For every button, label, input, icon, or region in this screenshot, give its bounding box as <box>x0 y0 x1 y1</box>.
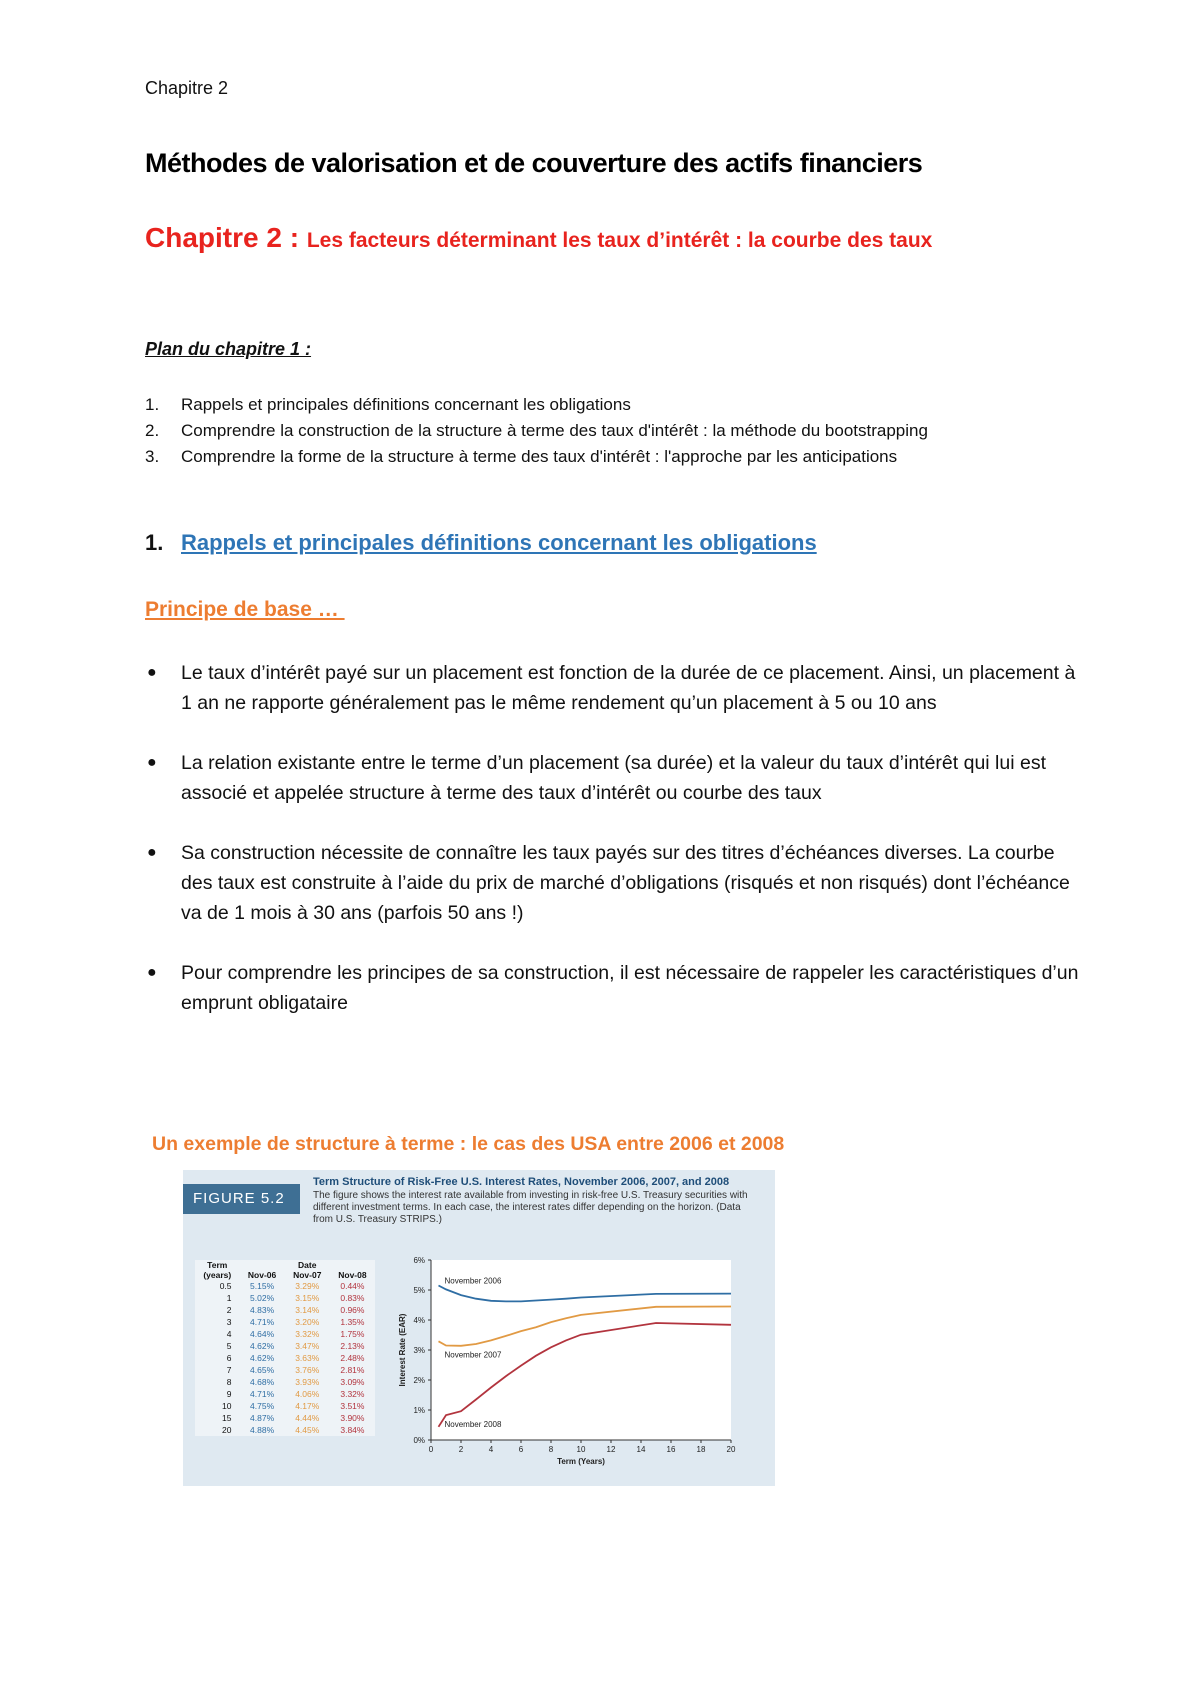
table-row <box>195 1400 375 1412</box>
plan-item <box>145 392 1105 418</box>
x-tick-label: 20 <box>726 1445 736 1454</box>
table-cell-term: 20 <box>222 1425 232 1435</box>
table-cell-rate: 3.90% <box>340 1413 365 1423</box>
x-tick-label: 16 <box>666 1445 676 1454</box>
table-cell-rate: 5.15% <box>250 1281 275 1291</box>
table-cell-rate: 3.32% <box>340 1389 365 1399</box>
x-tick-label: 18 <box>696 1445 706 1454</box>
table-cell-rate: 1.35% <box>340 1317 365 1327</box>
bullet-text: La relation existante entre le terme d’un placement (sa durée) et la valeur du taux d’intérêt qui lui est associé et appelée structure à terme des taux d’intérêt ou courbe des taux <box>181 752 1046 804</box>
x-tick-label: 12 <box>606 1445 616 1454</box>
table-cell-rate: 3.09% <box>340 1377 365 1387</box>
table-cell-rate: 4.71% <box>250 1317 275 1327</box>
table-cell-rate: 4.06% <box>295 1389 320 1399</box>
plan-item-text: Comprendre la forme de la structure à terme des taux d'intérêt : l'approche par les anticipations <box>181 447 898 466</box>
table-cell-rate: 3.51% <box>340 1401 365 1411</box>
y-tick-label: 5% <box>413 1286 425 1295</box>
table-row <box>195 1328 375 1340</box>
table-cell-rate: 4.75% <box>250 1401 275 1411</box>
table-cell-rate: 4.62% <box>250 1353 275 1363</box>
y-tick-label: 2% <box>413 1376 425 1385</box>
table-cell-rate: 4.64% <box>250 1329 275 1339</box>
table-cell-rate: 3.32% <box>295 1329 320 1339</box>
y-tick-label: 6% <box>413 1256 425 1265</box>
table-cell-rate: 3.14% <box>295 1305 320 1315</box>
table-cell-rate: 4.83% <box>250 1305 275 1315</box>
plan-item-number: 3. <box>145 447 160 466</box>
table-cell-term: 5 <box>226 1341 232 1351</box>
table-cell-rate: 3.29% <box>295 1281 320 1291</box>
plan-item-text: Comprendre la construction de la structure à terme des taux d'intérêt : la méthode du bootstrapping <box>181 421 928 440</box>
bullet-item <box>145 838 1085 928</box>
x-axis-label: Term (Years) <box>557 1457 605 1466</box>
table-row <box>195 1280 375 1292</box>
table-cell-rate: 4.65% <box>250 1365 275 1375</box>
table-row <box>195 1304 375 1316</box>
table-cell-term: 2 <box>226 1305 232 1315</box>
table-cell-rate: 4.17% <box>295 1401 320 1411</box>
table-cell-rate: 5.02% <box>250 1293 275 1303</box>
section-heading <box>145 530 817 556</box>
bullet-icon: ● <box>147 664 157 681</box>
bullet-icon: ● <box>147 844 157 861</box>
bullet-item <box>145 658 1085 718</box>
x-tick-label: 2 <box>458 1445 464 1454</box>
table-row <box>195 1412 375 1424</box>
plan-item-text: Rappels et principales définitions concernant les obligations <box>181 395 631 414</box>
table-column-header: Nov-07 <box>293 1270 322 1280</box>
rate-table <box>195 1260 375 1436</box>
plan-item <box>145 444 1105 470</box>
bullet-text: Sa construction nécessite de connaître les taux payés sur des titres d’échéances diverses. La courbe des taux est construite à l’aide du prix de marché d’obligations (risqués et non risqués) dont l’échéance va de 1 mois à 30 ans (parfois 50 ans !) <box>181 842 1070 924</box>
bullet-text: Pour comprendre les principes de sa construction, il est nécessaire de rappeler les caractéristiques d’un emprunt obligataire <box>181 962 1079 1014</box>
table-cell-rate: 4.44% <box>295 1413 320 1423</box>
table-cell-term: 4 <box>226 1329 232 1339</box>
bullet-icon: ● <box>147 964 157 981</box>
y-tick-label: 1% <box>413 1406 425 1415</box>
plan-heading: Plan du chapitre 1 : <box>145 339 312 359</box>
table-cell-rate: 0.44% <box>340 1281 365 1291</box>
plan-item-number: 1. <box>145 395 160 414</box>
table-cell-rate: 4.62% <box>250 1341 275 1351</box>
section-title-link[interactable]: Rappels et principales définitions concernant les obligations <box>181 530 817 555</box>
figure-image <box>183 1170 775 1486</box>
bullet-item <box>145 748 1085 808</box>
page-header: Chapitre 2 <box>145 78 229 98</box>
table-cell-term: 7 <box>226 1365 232 1375</box>
y-axis-label: Interest Rate (EAR) <box>398 1313 407 1387</box>
table-column-header: Nov-06 <box>247 1270 277 1280</box>
table-row <box>195 1376 375 1388</box>
table-cell-term: 3 <box>226 1317 232 1327</box>
table-cell-rate: 3.63% <box>295 1353 320 1363</box>
main-title: Méthodes de valorisation et de couverture des actifs financiers <box>145 148 923 178</box>
term-structure-chart <box>383 1250 743 1478</box>
table-cell-term: 6 <box>226 1353 232 1363</box>
table-cell-rate: 2.13% <box>340 1341 365 1351</box>
table-cell-term: 0.5 <box>219 1281 232 1291</box>
table-cell-rate: 3.47% <box>295 1341 320 1351</box>
table-cell-rate: 4.87% <box>250 1413 275 1423</box>
table-cell-rate: 4.71% <box>250 1389 275 1399</box>
example-title: Un exemple de structure à terme : le cas des USA entre 2006 et 2008 <box>152 1133 785 1155</box>
table-row <box>195 1352 375 1364</box>
x-tick-label: 8 <box>548 1445 554 1454</box>
bullet-list <box>145 658 1085 1048</box>
figure-caption: The figure shows the interest rate available from investing in risk-free U.S. Treasury securities with different investment terms. In each case, the interest rates differ depending on the horizon. (Data from U.S. Treasury STRIPS.) <box>313 1190 748 1225</box>
table-row <box>195 1292 375 1304</box>
table-cell-term: 15 <box>222 1413 232 1423</box>
figure-label: FIGURE 5.2 <box>183 1184 300 1214</box>
section-number: 1. <box>145 530 164 555</box>
table-cell-rate: 1.75% <box>340 1329 365 1339</box>
chapter-title-text: Les facteurs déterminant les taux d’intérêt : la courbe des taux <box>306 229 933 252</box>
table-header-years: (years) <box>203 1270 232 1280</box>
x-tick-label: 10 <box>576 1445 586 1454</box>
y-tick-label: 3% <box>413 1346 425 1355</box>
table-header-term: Term <box>207 1260 228 1270</box>
table-cell-rate: 3.84% <box>340 1425 365 1435</box>
series-label: November 2008 <box>444 1420 502 1430</box>
table-cell-rate: 4.68% <box>250 1377 275 1387</box>
table-cell-rate: 2.81% <box>340 1365 365 1375</box>
table-cell-rate: 0.83% <box>340 1293 365 1303</box>
plan-item-number: 2. <box>145 421 160 440</box>
table-cell-rate: 3.76% <box>295 1365 320 1375</box>
y-tick-label: 0% <box>413 1436 425 1445</box>
plan-list <box>145 392 1105 470</box>
bullet-text: Le taux d’intérêt payé sur un placement est fonction de la durée de ce placement. Ainsi, un placement à 1 an ne rapporte généralement pas le même rendement qu’un placement à 5 ou 10 ans <box>181 662 1076 714</box>
table-cell-rate: 0.96% <box>340 1305 365 1315</box>
series-label: November 2006 <box>444 1276 502 1286</box>
bullet-item <box>145 958 1085 1018</box>
table-row <box>195 1316 375 1328</box>
plan-item <box>145 418 1105 444</box>
bullet-icon: ● <box>147 754 157 771</box>
x-tick-label: 0 <box>428 1445 434 1454</box>
table-cell-rate: 3.15% <box>295 1293 320 1303</box>
x-tick-label: 4 <box>488 1445 494 1454</box>
table-cell-rate: 4.45% <box>295 1425 320 1435</box>
table-cell-term: 1 <box>226 1293 232 1303</box>
table-cell-term: 9 <box>226 1389 232 1399</box>
table-cell-term: 10 <box>222 1401 232 1411</box>
subsection-heading: Principe de base … <box>145 598 345 621</box>
x-tick-label: 14 <box>636 1445 646 1454</box>
x-tick-label: 6 <box>518 1445 524 1454</box>
table-header-date: Date <box>298 1260 317 1270</box>
table-column-header: Nov-08 <box>338 1270 367 1280</box>
y-tick-label: 4% <box>413 1316 425 1325</box>
table-cell-rate: 2.48% <box>340 1353 365 1363</box>
table-cell-term: 8 <box>226 1377 232 1387</box>
table-cell-rate: 3.93% <box>295 1377 320 1387</box>
table-row <box>195 1340 375 1352</box>
figure-title: Term Structure of Risk-Free U.S. Interest Rates, November 2006, 2007, and 2008 <box>313 1176 730 1188</box>
table-cell-rate: 3.20% <box>295 1317 320 1327</box>
table-row <box>195 1388 375 1400</box>
series-label: November 2007 <box>444 1350 502 1360</box>
table-row <box>195 1424 375 1436</box>
table-cell-rate: 4.88% <box>250 1425 275 1435</box>
chapter-title <box>145 222 932 254</box>
table-row <box>195 1364 375 1376</box>
chapter-title-prefix: Chapitre 2 : <box>145 222 307 253</box>
